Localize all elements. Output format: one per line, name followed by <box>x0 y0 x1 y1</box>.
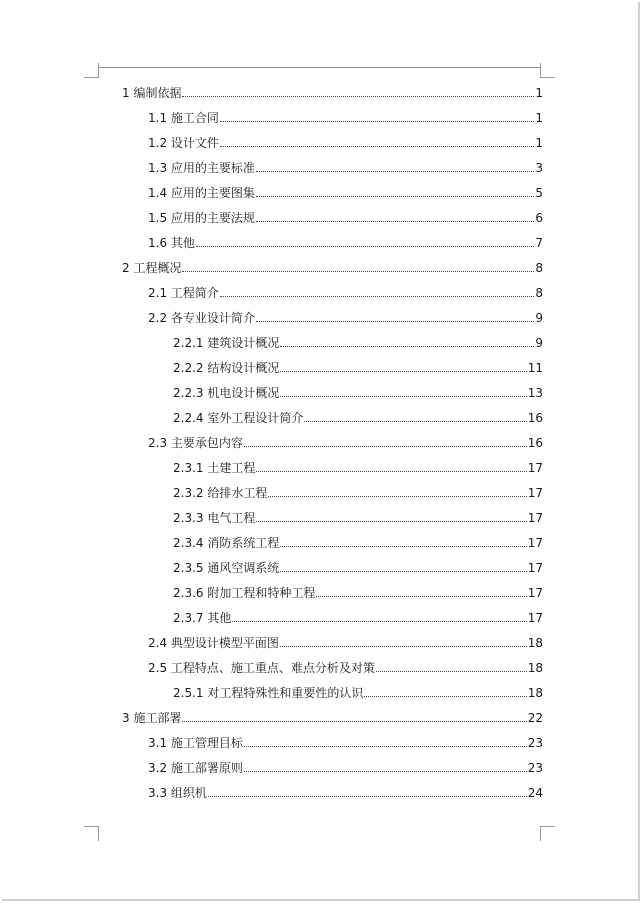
toc-leader-dots <box>220 146 534 147</box>
toc-entry-title: 2.2.4 室外工程设计简介 <box>173 411 304 425</box>
crop-mark-bottom-left <box>84 826 99 841</box>
toc-leader-dots <box>280 396 526 397</box>
toc-entry[interactable] <box>148 130 543 150</box>
toc-entry[interactable] <box>122 80 543 100</box>
toc-entry-title: 2.2.1 建筑设计概况 <box>173 336 280 350</box>
toc-entry[interactable] <box>173 405 543 425</box>
toc-entry-title: 3.3 组织机 <box>148 786 207 800</box>
toc-entry[interactable] <box>148 280 543 300</box>
toc-entry[interactable] <box>173 505 543 525</box>
crop-mark-bottom-right <box>540 826 555 841</box>
toc-leader-dots <box>232 621 526 622</box>
toc-entry-page-number: 3 <box>535 161 543 175</box>
toc-leader-dots <box>244 771 527 772</box>
toc-entry[interactable] <box>148 180 543 200</box>
toc-leader-dots <box>256 321 534 322</box>
toc-entry-title: 1.1 施工合同 <box>148 111 219 125</box>
toc-entry[interactable] <box>173 380 543 400</box>
toc-leader-dots <box>196 246 534 247</box>
toc-entry-title: 2.3.3 电气工程 <box>173 511 256 525</box>
toc-entry-title: 1 编制依据 <box>122 86 182 100</box>
toc-entry-title: 3 施工部署 <box>122 711 182 725</box>
toc-entry-page-number: 22 <box>527 711 543 725</box>
toc-entry-title: 2.3.5 通风空调系统 <box>173 561 280 575</box>
toc-entry[interactable] <box>173 530 543 550</box>
toc-entry-title: 2.4 典型设计模型平面图 <box>148 636 279 650</box>
toc-entry-page-number: 17 <box>527 461 543 475</box>
toc-entry-page-number: 17 <box>527 486 543 500</box>
toc-entry-page-number: 23 <box>527 736 543 750</box>
toc-leader-dots <box>208 796 527 797</box>
toc-entry[interactable] <box>148 780 543 800</box>
toc-leader-dots <box>268 496 526 497</box>
toc-entry[interactable] <box>173 680 543 700</box>
toc-entry[interactable] <box>173 455 543 475</box>
toc-entry-title: 1.6 其他 <box>148 236 195 250</box>
toc-leader-dots <box>256 196 534 197</box>
toc-entry[interactable] <box>122 705 543 725</box>
toc-entry[interactable] <box>173 480 543 500</box>
toc-entry[interactable] <box>173 605 543 625</box>
toc-entry-page-number: 6 <box>535 211 543 225</box>
toc-entry-page-number: 24 <box>527 786 543 800</box>
toc-entry-title: 2.2 各专业设计简介 <box>148 311 255 325</box>
toc-entry-page-number: 16 <box>527 436 543 450</box>
toc-entry-page-number: 18 <box>527 636 543 650</box>
toc-entry-page-number: 16 <box>527 411 543 425</box>
toc-entry[interactable] <box>148 155 543 175</box>
toc-entry-page-number: 11 <box>527 361 543 375</box>
toc-entry[interactable] <box>148 105 543 125</box>
toc-entry-title: 3.2 施工部署原则 <box>148 761 243 775</box>
toc-entry[interactable] <box>148 230 543 250</box>
crop-mark-top-right <box>540 63 555 78</box>
toc-leader-dots <box>280 371 526 372</box>
toc-leader-dots <box>304 421 526 422</box>
toc-entry-title: 1.4 应用的主要图集 <box>148 186 255 200</box>
toc-leader-dots <box>256 471 526 472</box>
toc-entry[interactable] <box>148 655 543 675</box>
toc-leader-dots <box>280 646 527 647</box>
toc-entry[interactable] <box>173 555 543 575</box>
toc-entry-page-number: 1 <box>535 136 543 150</box>
toc-leader-dots <box>244 746 527 747</box>
toc-entry-page-number: 1 <box>535 111 543 125</box>
toc-leader-dots <box>280 546 526 547</box>
toc-entry-page-number: 17 <box>527 561 543 575</box>
toc-entry-title: 2.3.1 土建工程 <box>173 461 256 475</box>
toc-entry-title: 2.5 工程特点、施工重点、难点分析及对策 <box>148 661 375 675</box>
toc-leader-dots <box>256 521 526 522</box>
toc-leader-dots <box>182 271 534 272</box>
toc-entry-title: 2 工程概况 <box>122 261 182 275</box>
toc-entry-title: 2.3.4 消防系统工程 <box>173 536 280 550</box>
toc-leader-dots <box>220 296 534 297</box>
toc-entry-title: 2.2.3 机电设计概况 <box>173 386 280 400</box>
toc-entry-page-number: 13 <box>527 386 543 400</box>
toc-entry-title: 2.3.2 给排水工程 <box>173 486 268 500</box>
toc-entry-page-number: 17 <box>527 611 543 625</box>
toc-entry-title: 2.3 主要承包内容 <box>148 436 243 450</box>
toc-leader-dots <box>244 446 527 447</box>
toc-leader-dots <box>182 721 526 722</box>
toc-entry[interactable] <box>173 580 543 600</box>
toc-entry-page-number: 9 <box>535 311 543 325</box>
toc-leader-dots <box>220 121 534 122</box>
toc-entry[interactable] <box>173 355 543 375</box>
toc-entry-page-number: 18 <box>527 686 543 700</box>
toc-entry[interactable] <box>148 305 543 325</box>
toc-leader-dots <box>364 696 526 697</box>
toc-entry[interactable] <box>122 255 543 275</box>
crop-mark-top-left <box>84 63 99 78</box>
toc-entry-page-number: 18 <box>527 661 543 675</box>
toc-leader-dots <box>376 671 527 672</box>
toc-entry-page-number: 5 <box>535 186 543 200</box>
toc-entry-page-number: 17 <box>527 586 543 600</box>
toc-leader-dots <box>256 221 534 222</box>
toc-entry[interactable] <box>148 205 543 225</box>
toc-entry[interactable] <box>148 730 543 750</box>
toc-entry-title: 2.2.2 结构设计概况 <box>173 361 280 375</box>
toc-entry-title: 1.3 应用的主要标准 <box>148 161 255 175</box>
toc-entry-title: 2.3.6 附加工程和特种工程 <box>173 586 316 600</box>
toc-entry-title: 1.5 应用的主要法规 <box>148 211 255 225</box>
toc-entry-page-number: 1 <box>535 86 543 100</box>
toc-entry-page-number: 8 <box>535 286 543 300</box>
toc-entry-page-number: 23 <box>527 761 543 775</box>
toc-leader-dots <box>280 571 526 572</box>
toc-entry-page-number: 7 <box>535 236 543 250</box>
toc-entry[interactable] <box>173 330 543 350</box>
toc-entry-title: 3.1 施工管理目标 <box>148 736 243 750</box>
toc-entry-title: 2.1 工程简介 <box>148 286 219 300</box>
toc-leader-dots <box>280 346 534 347</box>
toc-entry-title: 1.2 设计文件 <box>148 136 219 150</box>
toc-entry-page-number: 17 <box>527 511 543 525</box>
toc-leader-dots <box>256 171 534 172</box>
toc-entry-title: 2.5.1 对工程特殊性和重要性的认识 <box>173 686 364 700</box>
toc-entry-page-number: 8 <box>535 261 543 275</box>
toc-leader-dots <box>316 596 526 597</box>
toc-entry[interactable] <box>148 430 543 450</box>
header-rule <box>99 67 540 68</box>
toc-entry[interactable] <box>148 630 543 650</box>
toc-entry-page-number: 9 <box>535 336 543 350</box>
toc-entry-title: 2.3.7 其他 <box>173 611 232 625</box>
toc-entry-page-number: 17 <box>527 536 543 550</box>
toc-entry[interactable] <box>148 755 543 775</box>
toc-leader-dots <box>182 96 534 97</box>
